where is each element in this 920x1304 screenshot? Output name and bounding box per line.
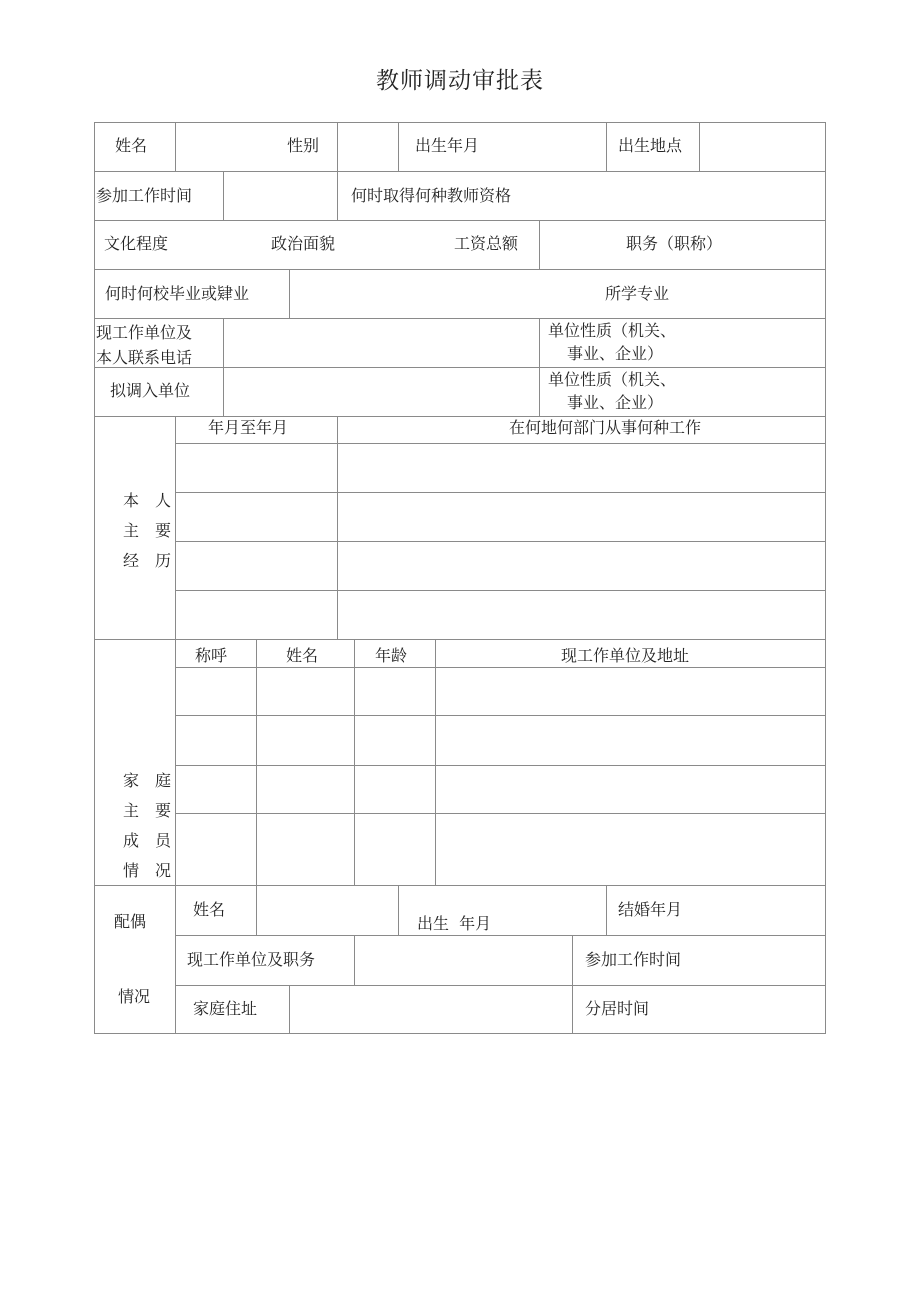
col-divider (256, 639, 257, 885)
col-divider (354, 935, 355, 985)
row-divider (175, 715, 826, 716)
col-divider (175, 885, 176, 1033)
col-header-work: 在何地何部门从事何种工作 (509, 418, 702, 437)
col-divider (354, 639, 355, 885)
label-unit-nature: 单位性质（机关、 (548, 370, 677, 389)
family-label-line: 成 员 (123, 831, 172, 850)
row-divider (94, 885, 826, 886)
col-divider (337, 416, 338, 639)
spouse-section-label: 情况 (118, 987, 151, 1006)
row-divider (175, 985, 826, 986)
label-spouse-name: 姓名 (193, 900, 226, 919)
col-header-relation: 称呼 (195, 646, 228, 665)
row-divider (175, 765, 826, 766)
table-border-top (94, 122, 826, 123)
row-divider (175, 813, 826, 814)
label-unit-nature: 单位性质（机关、 (548, 321, 677, 340)
label-major: 所学专业 (605, 284, 670, 303)
label-spouse-birth: 出生 年月 (417, 914, 492, 933)
col-header-period: 年月至年月 (208, 418, 289, 437)
row-divider (94, 220, 826, 221)
label-spouse-work-start: 参加工作时间 (585, 950, 682, 969)
col-divider (539, 318, 540, 416)
col-divider (175, 122, 176, 171)
col-divider (398, 122, 399, 171)
col-divider (223, 318, 224, 416)
label-current-unit: 现工作单位及 (96, 323, 193, 342)
col-divider (606, 122, 607, 171)
col-divider (606, 885, 607, 935)
label-contact-phone: 本人联系电话 (96, 348, 193, 367)
col-divider (572, 935, 573, 1033)
label-position: 职务（职称） (626, 234, 723, 253)
row-divider (175, 590, 826, 591)
col-divider (223, 171, 224, 220)
spouse-section-label: 配偶 (114, 912, 147, 931)
col-header-age: 年龄 (375, 646, 408, 665)
label-education: 文化程度 (104, 234, 169, 253)
label-political-status: 政治面貌 (271, 234, 336, 253)
col-divider (539, 220, 540, 269)
experience-section-label (123, 486, 171, 576)
table-border-bottom (94, 1033, 826, 1034)
col-divider (337, 122, 338, 171)
col-divider (289, 269, 290, 318)
family-label-line: 主 要 (123, 801, 172, 820)
col-divider (398, 885, 399, 935)
label-work-start: 参加工作时间 (96, 186, 193, 205)
row-divider (175, 443, 826, 444)
form-title: 教师调动审批表 (376, 68, 544, 94)
experience-label-line: 主 要 (123, 521, 172, 540)
row-divider (175, 935, 826, 936)
label-graduation: 何时何校毕业或肄业 (105, 284, 250, 303)
col-divider (175, 416, 176, 639)
row-divider (94, 367, 826, 368)
row-divider (94, 171, 826, 172)
row-divider (94, 269, 826, 270)
table-border-left (94, 122, 95, 1034)
label-home-address: 家庭住址 (193, 999, 258, 1018)
col-header-unit-address: 现工作单位及地址 (561, 646, 690, 665)
row-divider (175, 667, 826, 668)
table-border-right (825, 122, 826, 1034)
label-birth-date: 出生年月 (415, 136, 480, 155)
label-target-unit: 拟调入单位 (110, 381, 191, 400)
col-divider (256, 885, 257, 935)
family-label-line: 家 庭 (123, 771, 172, 790)
row-divider (94, 639, 826, 640)
row-divider (175, 492, 826, 493)
col-divider (175, 639, 176, 885)
label-marriage-date: 结婚年月 (618, 900, 683, 919)
col-divider (289, 985, 290, 1033)
label-unit-nature-cont: 事业、企业） (567, 344, 664, 363)
row-divider (94, 318, 826, 319)
label-spouse-unit-position: 现工作单位及职务 (187, 950, 316, 969)
col-divider (699, 122, 700, 171)
row-divider (175, 541, 826, 542)
col-divider (435, 639, 436, 885)
row-divider (94, 416, 826, 417)
label-unit-nature-cont: 事业、企业） (567, 393, 664, 412)
label-birth-place: 出生地点 (618, 136, 683, 155)
label-separation-time: 分居时间 (585, 999, 650, 1018)
family-section-label (123, 766, 171, 886)
col-divider (337, 171, 338, 220)
label-gender: 性别 (287, 136, 320, 155)
experience-label-line: 经 历 (123, 551, 172, 570)
family-label-line: 情 况 (123, 861, 172, 880)
label-total-salary: 工资总额 (454, 234, 519, 253)
label-qualification: 何时取得何种教师资格 (351, 186, 512, 205)
col-header-name: 姓名 (286, 646, 319, 665)
experience-label-line: 本 人 (123, 491, 172, 510)
label-name: 姓名 (115, 136, 148, 155)
